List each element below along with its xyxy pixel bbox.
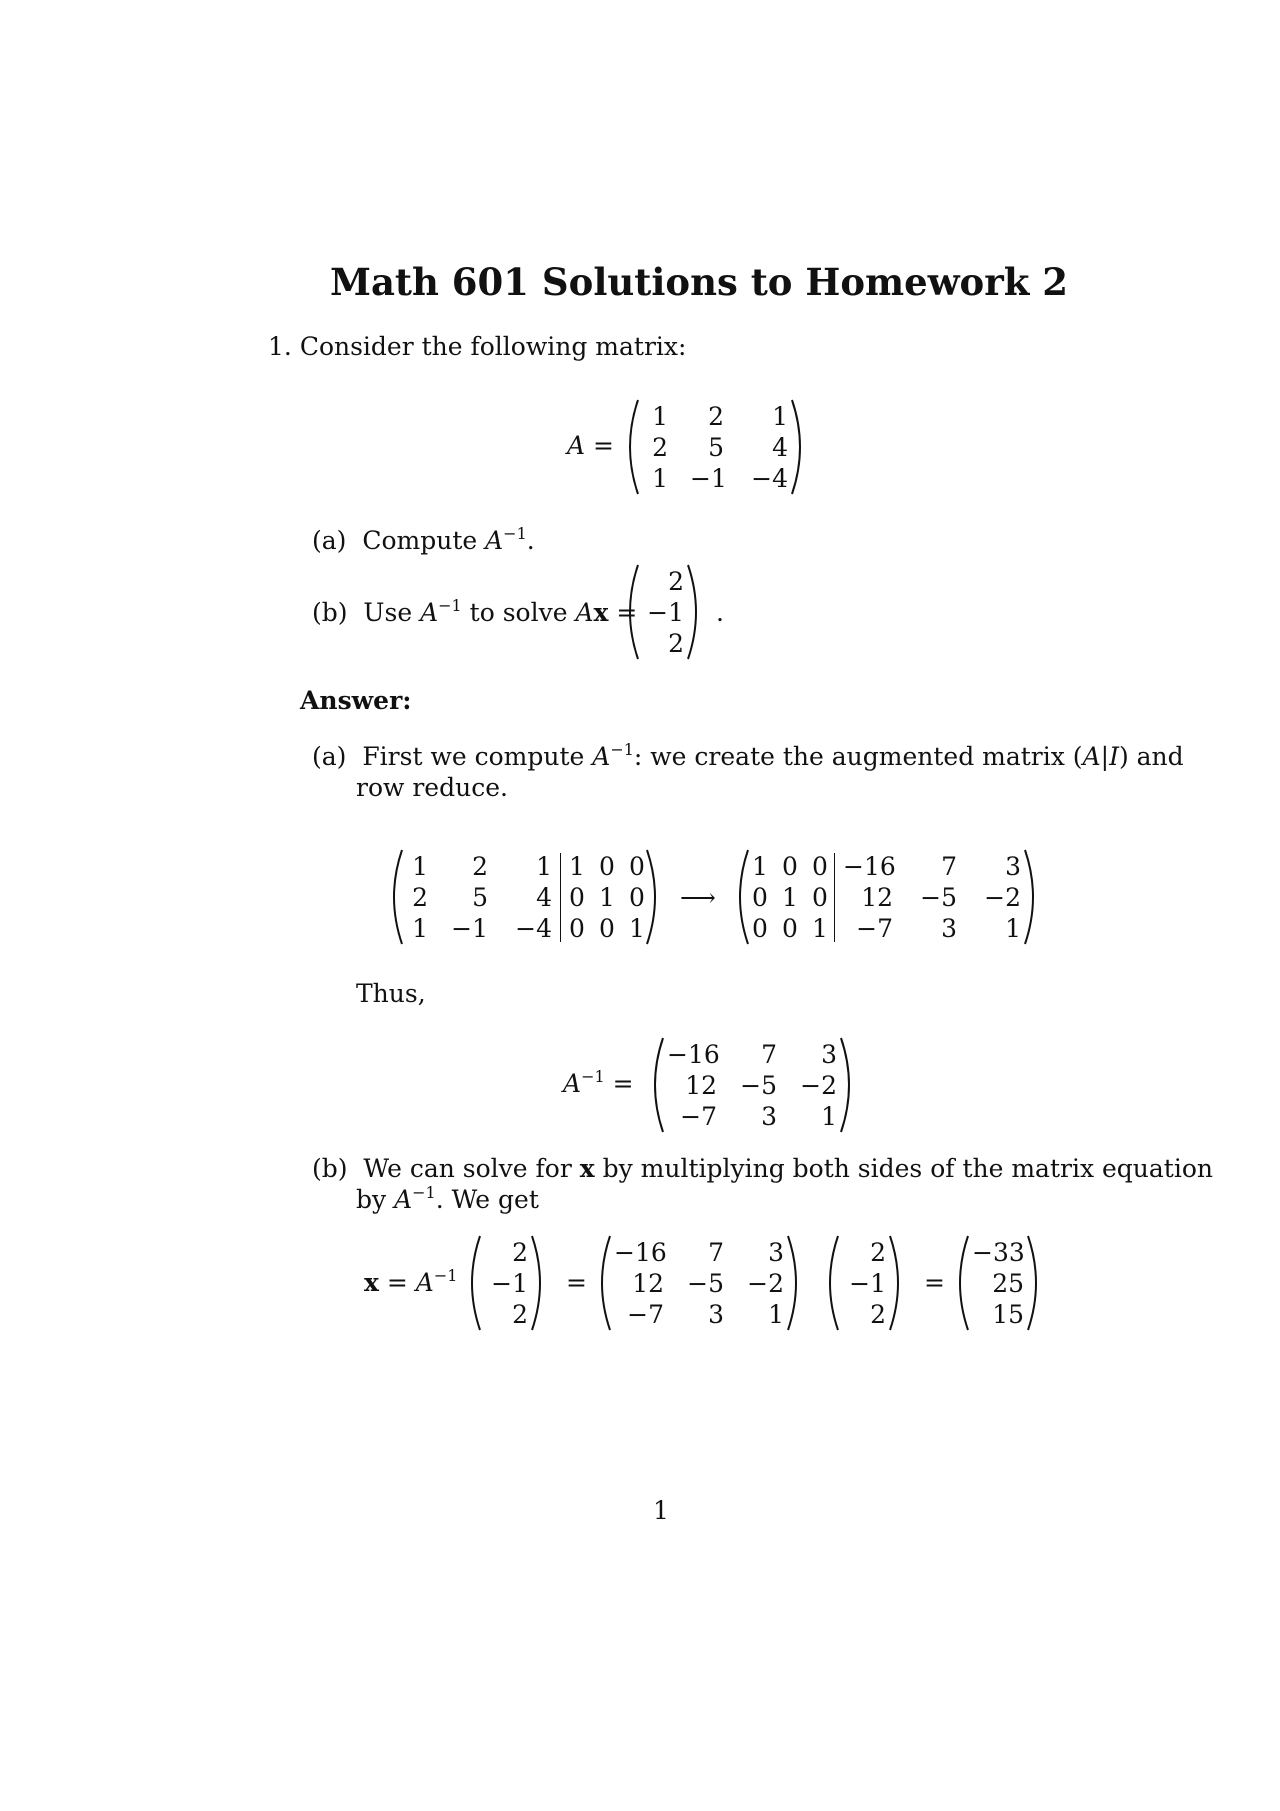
matrix-cell: 1 — [768, 1299, 784, 1329]
matrix-cell: 7 — [708, 1237, 724, 1267]
aug-divider — [834, 853, 835, 942]
matrix-cell: 1 — [412, 913, 428, 943]
matrix-cell: 2 — [652, 432, 668, 462]
left-paren — [820, 1234, 842, 1332]
matrix-cell: 0 — [599, 851, 615, 881]
matrix-cell: −2 — [984, 882, 1021, 912]
aug-grid — [406, 853, 552, 942]
aug-body — [406, 853, 643, 942]
matrix-cell: 7 — [941, 851, 957, 881]
vector-cell: 2 — [512, 1299, 528, 1329]
part-b-question — [312, 596, 638, 627]
arrow: ⟶ — [680, 883, 716, 912]
left-paren — [645, 1036, 667, 1134]
answer-b-line1 — [312, 1156, 1213, 1181]
matrix-cell: 0 — [752, 882, 768, 912]
bold-x: x — [364, 1268, 379, 1297]
bold-x: x — [593, 598, 609, 627]
vector-cell: −1 — [647, 597, 684, 627]
right-paren — [684, 563, 706, 661]
matrix-cell: 3 — [941, 913, 957, 943]
vector-cell: 2 — [870, 1237, 886, 1267]
aug-grid — [843, 853, 1021, 942]
text: by — [356, 1185, 395, 1214]
answer-a-line2: row reduce. — [356, 773, 508, 802]
matrix-cell: −1 — [690, 463, 727, 493]
text: to solve — [461, 598, 576, 627]
left-paren — [950, 1234, 972, 1332]
answer-heading: Answer: — [300, 686, 412, 715]
matrix-cell: 1 — [821, 1101, 837, 1131]
part-label: (b) — [312, 598, 348, 627]
right-paren — [784, 1234, 806, 1332]
sup: −1 — [438, 596, 462, 615]
problem-line — [268, 334, 686, 359]
eq: = — [604, 1069, 634, 1098]
end: . — [526, 526, 535, 555]
text: . We get — [435, 1185, 539, 1214]
sym: A — [415, 1268, 434, 1297]
matrix-cell: 0 — [599, 913, 615, 943]
matrix-cell: 0 — [569, 913, 585, 943]
matrix-cell: 0 — [782, 913, 798, 943]
vector-cell: 15 — [992, 1299, 1024, 1329]
matrix-cell: 12 — [861, 882, 893, 912]
right-paren — [528, 1234, 550, 1332]
matrix-cell: −16 — [614, 1237, 667, 1267]
equation-vector-2 — [820, 1234, 908, 1332]
matrix-cell: 3 — [1005, 851, 1021, 881]
matrix-cell: 0 — [812, 882, 828, 912]
part-a-question — [312, 524, 535, 555]
bold-x: x — [579, 1154, 595, 1183]
eq: = — [378, 1268, 416, 1297]
inverse-grid — [614, 1239, 784, 1328]
vector-cell: −1 — [491, 1268, 528, 1298]
matrix-cell: −5 — [920, 882, 957, 912]
vector-cell: −1 — [849, 1268, 886, 1298]
identity-grid — [752, 853, 826, 942]
vector-cell: 2 — [668, 628, 684, 658]
vector-cell: 2 — [512, 1237, 528, 1267]
matrix-cell: 0 — [629, 851, 645, 881]
matrix-cell: 4 — [536, 882, 552, 912]
matrix-cell: 0 — [752, 913, 768, 943]
equation-lhs — [364, 1266, 458, 1297]
aug-body — [752, 853, 1021, 942]
sup: −1 — [581, 1067, 605, 1086]
right-paren — [1021, 848, 1043, 946]
matrix-cell: 3 — [821, 1039, 837, 1069]
vector-grid — [842, 1239, 886, 1328]
matrix-cell: 0 — [629, 882, 645, 912]
matrix-cell: 1 — [629, 913, 645, 943]
matrix-cell: 12 — [632, 1268, 664, 1298]
sym: A — [420, 598, 439, 627]
matrix-cell: 0 — [812, 851, 828, 881]
sym: A — [1082, 742, 1101, 771]
identity-grid — [569, 853, 643, 942]
equation-vector-1 — [462, 1234, 550, 1332]
matrix-cell: 4 — [772, 432, 788, 462]
part-label: (a) — [312, 526, 347, 555]
right-paren — [788, 398, 810, 496]
sep: | — [1100, 742, 1110, 771]
text: First we compute — [362, 742, 593, 771]
right-paren — [837, 1036, 859, 1134]
equals-sign: = — [924, 1268, 945, 1297]
vector-cell: 25 — [992, 1268, 1024, 1298]
thus-text: Thus, — [356, 979, 426, 1008]
matrix-cell: 2 — [708, 401, 724, 431]
sym: A — [394, 1185, 413, 1214]
equals-sign: = — [566, 1268, 587, 1297]
matrix-cell: −7 — [627, 1299, 664, 1329]
vector-cell: 2 — [668, 566, 684, 596]
matrix-cell: −7 — [680, 1101, 717, 1131]
sup: −1 — [412, 1183, 436, 1202]
matrix-cell: 3 — [708, 1299, 724, 1329]
right-paren — [643, 848, 665, 946]
vector-grid — [642, 568, 684, 657]
matrix-cell: 1 — [652, 401, 668, 431]
matrix-cell: −1 — [451, 913, 488, 943]
matrix-a — [620, 398, 810, 496]
text: Use — [363, 598, 421, 627]
sym: A — [592, 742, 611, 771]
page-number: 1 — [653, 1496, 669, 1525]
matrix-a-grid — [642, 403, 788, 492]
matrix-a-label: A = — [567, 431, 614, 460]
matrix-cell: 2 — [412, 882, 428, 912]
right-paren — [1024, 1234, 1046, 1332]
sup: −1 — [503, 524, 527, 543]
matrix-cell: 5 — [708, 432, 724, 462]
matrix-cell: −5 — [740, 1070, 777, 1100]
vector-cell: 2 — [870, 1299, 886, 1329]
augmented-matrix-right — [730, 848, 1043, 946]
matrix-cell: −16 — [667, 1039, 720, 1069]
matrix-cell: 1 — [599, 882, 615, 912]
left-paren — [730, 848, 752, 946]
matrix-cell: −2 — [800, 1070, 837, 1100]
page-title: Math 601 Solutions to Homework 2 — [330, 260, 1068, 304]
matrix-cell: 5 — [472, 882, 488, 912]
matrix-cell: 2 — [472, 851, 488, 881]
aug-divider — [560, 853, 561, 942]
sym: A — [575, 598, 594, 627]
matrix-cell: 1 — [752, 851, 768, 881]
equation-inverse-matrix — [592, 1234, 806, 1332]
answer-a-line1 — [312, 740, 1184, 771]
matrix-cell: 1 — [772, 401, 788, 431]
right-paren — [886, 1234, 908, 1332]
matrix-cell: 1 — [812, 913, 828, 943]
matrix-cell: 1 — [569, 851, 585, 881]
matrix-cell: 1 — [412, 851, 428, 881]
matrix-cell: −2 — [747, 1268, 784, 1298]
left-paren — [620, 563, 642, 661]
sup: −1 — [610, 740, 634, 759]
sym: A — [563, 1069, 582, 1098]
matrix-cell: −4 — [515, 913, 552, 943]
matrix-cell: −7 — [856, 913, 893, 943]
answer-b-line2 — [356, 1183, 539, 1214]
left-paren — [384, 848, 406, 946]
left-paren — [462, 1234, 484, 1332]
matrix-cell: 0 — [569, 882, 585, 912]
sup: −1 — [433, 1266, 458, 1285]
sym: A — [485, 526, 504, 555]
sym: I — [1109, 742, 1119, 771]
text: by multiplying both sides of the matrix equation — [594, 1154, 1213, 1183]
matrix-cell: 1 — [652, 463, 668, 493]
left-paren — [592, 1234, 614, 1332]
vector-cell: −33 — [972, 1237, 1025, 1267]
matrix-cell: 1 — [1005, 913, 1021, 943]
matrix-cell: 7 — [761, 1039, 777, 1069]
vector-b — [620, 563, 706, 661]
matrix-cell: −5 — [687, 1268, 724, 1298]
problem-intro: Consider the following matrix: — [299, 332, 687, 361]
left-paren — [620, 398, 642, 496]
eq: = — [608, 598, 638, 627]
matrix-cell: −16 — [843, 851, 896, 881]
matrix-cell: 12 — [685, 1070, 717, 1100]
inverse-label — [563, 1067, 634, 1098]
matrix-cell: 1 — [782, 882, 798, 912]
part-label: (a) — [312, 742, 347, 771]
text: ) and — [1118, 742, 1184, 771]
matrix-cell: 1 — [536, 851, 552, 881]
augmented-matrix-left — [384, 848, 665, 946]
matrix-cell: 3 — [768, 1237, 784, 1267]
matrix-cell: −4 — [751, 463, 788, 493]
vector-grid — [972, 1239, 1024, 1328]
vector-grid — [484, 1239, 528, 1328]
period: . — [716, 598, 724, 627]
part-a-text: Compute — [362, 526, 486, 555]
problem-number: 1. — [268, 332, 292, 361]
part-label: (b) — [312, 1154, 348, 1183]
matrix-cell: 3 — [761, 1101, 777, 1131]
result-vector — [950, 1234, 1046, 1332]
text: We can solve for — [363, 1154, 580, 1183]
text: : we create the augmented matrix ( — [633, 742, 1083, 771]
inverse-grid — [667, 1041, 837, 1130]
inverse-matrix — [645, 1036, 859, 1134]
matrix-cell: 0 — [782, 851, 798, 881]
